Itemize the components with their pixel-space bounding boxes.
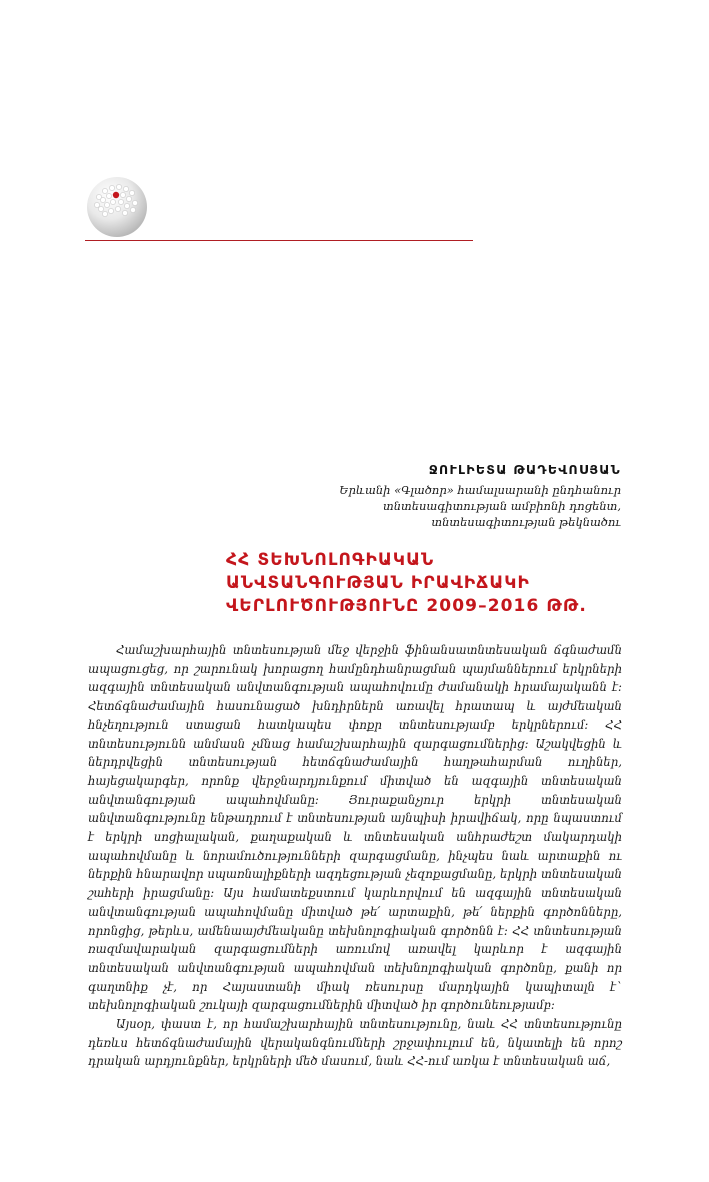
body-paragraph: Այսօր, փաստ է, որ համաշխարհային տնտեսությունը, նաև ՀՀ տնտեսությունը դեռևս հետճգնաժամային վերականգնումների շրջափուլում են, նկատելի են որոշ դրական արդյունքներ, երկրների մեծ մասում, նաև ՀՀ-ում առկա է տնտեսական աճ, — [88, 1017, 622, 1069]
article-title-line: ՎԵՐԼՈՒԾՈՒԹՅՈՒՆԸ 2009–2016 ԹԹ. — [226, 596, 587, 616]
author-affiliation-line: տնտեսագիտության ամբիոնի դոցենտ, — [383, 499, 621, 513]
author-name: ՋՈՒԼԻԵՏԱ ԹԱԴԵՎՈՍՅԱՆ — [428, 462, 621, 477]
author-affiliation-line: Երևանի «Գլածոր» համալսարանի ընդհանուր — [339, 483, 621, 497]
body-paragraph: Համաշխարհային տնտեսության մեջ վերջին ֆինանսատնտեսական ճգնաժամն ապացուցեց, որ շարունակ խորացող համընդհանրացման պայմաններում երկրների ազգային տնտեսական անվտանգության ապահովումը ժամանակի հրամայականն է: Հետճգնաժամային հասունացած խնդիրներն առավել հրատապ և այժմեական հնչեղություն ստացան հատկապես փոքր տնտեսությամբ երկրներում: ՀՀ տնտեսությունն անմասն չմնաց համաշխարհային զարգացումներից: Աշակվեցին և ներդրվեցին տնտեսության հետճգնաժամային հաղթահարման ուղիներ, հայեցակարգեր, որոնք վերջնարդյունքում միտված են ազգային տնտեսական անվտանգության ապահովմանը: Յուրաքանչյուր երկրի տնտեսական անվտանգությունը ենթադրում է տնտեսության այնպիսի իրավիճակ, որը նպաստում է երկրի սոցիալական, քաղաքական և տնտեսական անհրաժեշտ մակարդակի ապահովմանը և նորամուծությունների զարգացմանը, ինչպես նաև արտաքին ու ներքին հնարավոր սպառնալիքների ազդեցության չեզոքացմանը, երկրի տնտեսական շահերի իրացմանը: Այս համատեքստում կարևորվում են ազգային տնտեսական անվտանգության ապահովմանը միտված թե՛ արտաքին, թե՛ ներքին գործոնները, որոնցից, թերևս, ամենաայժմեականը տեխնոլոգիական գործոնն է: ՀՀ տնտեսության ռազմավարական զարգացումների առումով առավել կարևոր է ազգային տնտեսական անվտանգության ապահովման տեխնոլոգիական գործոնը, քանի որ գաղտնիք չէ, որ Հայաստանի միակ ռեսուրսը մարդկային կապիտալն է` տեխնոլոգիական շուկայի զարգացումներին միտված իր գործունեությամբ: — [88, 643, 622, 1013]
article-title — [226, 549, 626, 618]
article-title-line: ԱՆՎՏԱՆԳՈՒԹՅԱՆ ԻՐԱՎԻՃԱԿԻ — [226, 573, 530, 593]
author-block — [201, 462, 621, 530]
article-body — [88, 641, 622, 1071]
article-title-line: ՀՀ ՏԵԽՆՈԼՈԳԻԱԿԱՆ — [226, 550, 435, 570]
globe-network-logo-icon — [85, 175, 149, 239]
header-rule — [85, 240, 473, 241]
author-affiliation-line: տնտեսագիտության թեկնածու — [431, 515, 621, 529]
